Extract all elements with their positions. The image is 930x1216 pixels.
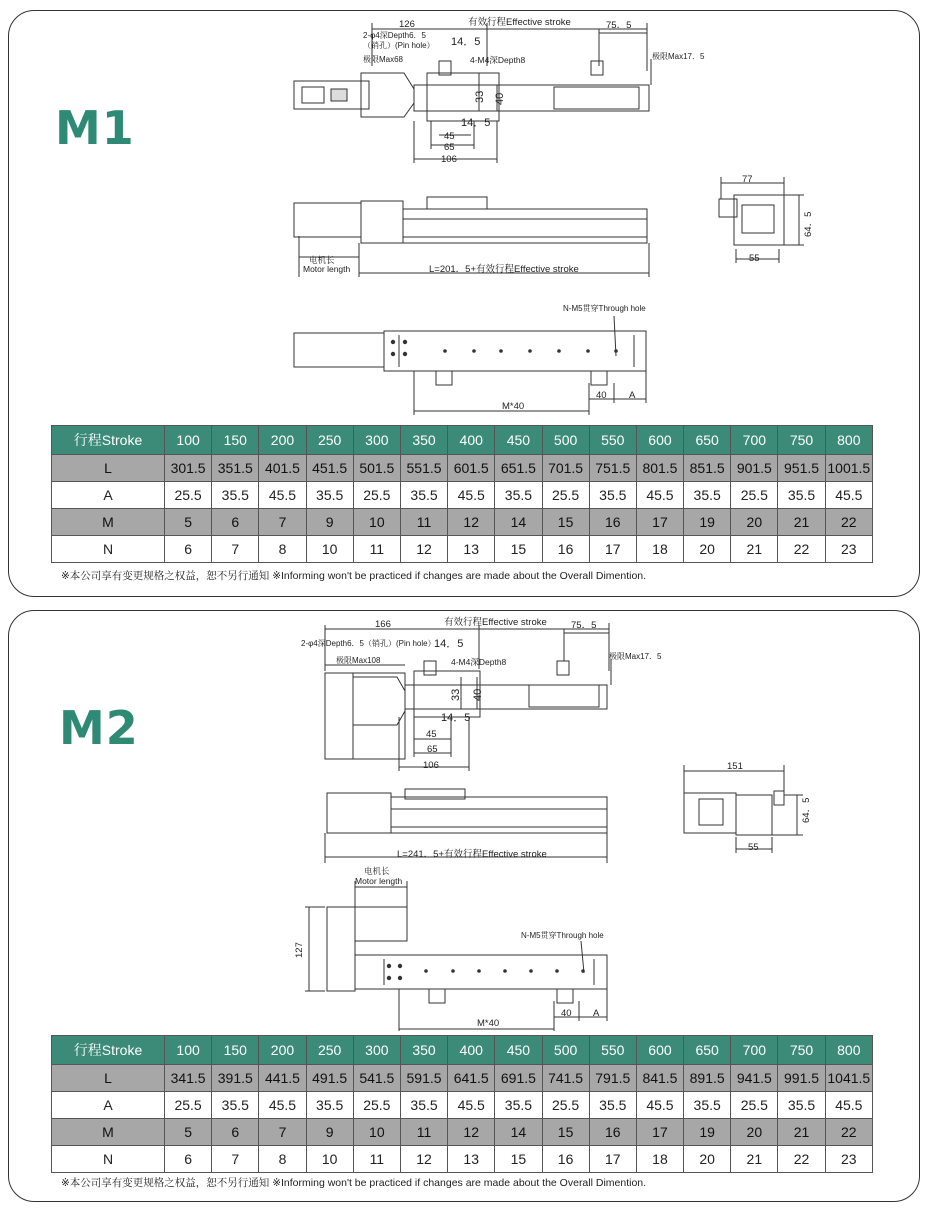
- table-cell: 16: [589, 1119, 636, 1146]
- table-cell: 35.5: [778, 482, 825, 509]
- table-cell: 12: [448, 1119, 495, 1146]
- m1-motor-front: [294, 203, 361, 237]
- m2-pin-hole: 2-φ4深Depth6．5（销孔）(Pin hole）: [301, 639, 436, 648]
- table-cell: 35.5: [589, 1092, 636, 1119]
- table-cell: 35.5: [684, 1092, 731, 1119]
- table-cell: 35.5: [400, 1092, 447, 1119]
- row-label: M: [52, 509, 165, 536]
- table-row: [52, 536, 873, 563]
- m2-m4-thread: 4-M4深Depth8: [451, 657, 507, 667]
- table-cell: 21: [731, 536, 778, 563]
- header-cell: 750: [778, 1036, 825, 1065]
- m2-dim-a: A: [593, 1008, 600, 1019]
- table-cell: 10: [306, 1146, 353, 1173]
- table-header-row: [52, 426, 873, 455]
- table-cell: 45.5: [636, 482, 683, 509]
- m1-motor-end: [302, 87, 324, 103]
- m1-through-hole: N-M5贯穿Through hole: [563, 304, 646, 313]
- table-cell: 45.5: [448, 482, 495, 509]
- m1-limit-left: 极限Max68: [363, 55, 404, 64]
- table-cell: 14: [495, 509, 542, 536]
- m2-dim-64-5: 64．5: [801, 797, 812, 823]
- m1-dim-33: 33: [474, 90, 486, 103]
- table-cell: 7: [212, 1146, 259, 1173]
- header-cell: 450: [495, 426, 542, 455]
- m1-dim-m40: M*40: [502, 401, 525, 412]
- header-cell: 700: [731, 1036, 778, 1065]
- table-cell: 791.5: [589, 1065, 636, 1092]
- m2-dim-40: 40: [472, 688, 484, 701]
- m1-dim-40: 40: [494, 92, 506, 105]
- table-cell: 301.5: [165, 455, 212, 482]
- header-cell: 150: [212, 1036, 259, 1065]
- table-cell: 35.5: [212, 1092, 259, 1119]
- table-cell: 35.5: [684, 482, 731, 509]
- m2-dim-75-5: 75．5: [571, 620, 597, 631]
- table-cell: 591.5: [400, 1065, 447, 1092]
- table-cell: 901.5: [731, 455, 778, 482]
- m2-dim-14-5-bottom: 14．5: [441, 712, 471, 724]
- table-cell: 641.5: [448, 1065, 495, 1092]
- table-cell: 11: [400, 509, 447, 536]
- table-cell: 20: [731, 509, 778, 536]
- table-cell: 35.5: [212, 482, 259, 509]
- table-cell: 6: [212, 1119, 259, 1146]
- table-cell: 8: [259, 1146, 306, 1173]
- m1-dim-a: A: [629, 390, 636, 401]
- m2-spec-table: [51, 1035, 873, 1173]
- table-cell: 17: [589, 1146, 636, 1173]
- header-cell: 200: [259, 1036, 306, 1065]
- table-cell: 17: [636, 1119, 683, 1146]
- table-cell: 541.5: [353, 1065, 400, 1092]
- table-cell: 5: [165, 1119, 212, 1146]
- m2-dim-14-5-top: 14．5: [434, 638, 464, 650]
- row-label: M: [52, 1119, 165, 1146]
- header-cell: 600: [636, 426, 683, 455]
- m2-dim-166: 166: [375, 619, 391, 630]
- m2-rail-top: [405, 685, 607, 709]
- table-cell: 16: [542, 1146, 589, 1173]
- m2-limit-left: 极限Max108: [336, 656, 381, 665]
- m1-motor-length-en: Motor length: [303, 264, 351, 274]
- table-cell: 11: [353, 536, 400, 563]
- header-cell: 700: [731, 426, 778, 455]
- table-cell: 11: [400, 1119, 447, 1146]
- header-cell: 300: [353, 1036, 400, 1065]
- table-cell: 16: [542, 536, 589, 563]
- m2-dim-45: 45: [426, 729, 437, 740]
- panel-m1: [8, 10, 920, 597]
- table-cell: 20: [731, 1119, 778, 1146]
- table-cell: 35.5: [778, 1092, 825, 1119]
- table-cell: 401.5: [259, 455, 306, 482]
- header-cell: 550: [589, 426, 636, 455]
- table-cell: 21: [778, 509, 825, 536]
- table-cell: 11: [353, 1146, 400, 1173]
- header-cell: 300: [353, 426, 400, 455]
- table-cell: 45.5: [259, 482, 306, 509]
- model-title: M1: [55, 101, 135, 155]
- m2-dim-151: 151: [727, 761, 743, 772]
- table-cell: 23: [825, 536, 872, 563]
- m1-dim-65: 65: [444, 142, 455, 153]
- table-cell: 35.5: [495, 1092, 542, 1119]
- table-cell: 35.5: [495, 482, 542, 509]
- table-cell: 12: [448, 509, 495, 536]
- m2-motor-top: [325, 673, 353, 759]
- table-row: [52, 1092, 873, 1119]
- table-row: [52, 455, 873, 482]
- row-label: N: [52, 536, 165, 563]
- m2-effective-stroke: 有效行程Effective stroke: [444, 617, 547, 628]
- m1-effective-stroke: 有效行程Effective stroke: [468, 17, 571, 28]
- header-cell: 800: [825, 426, 872, 455]
- table-cell: 25.5: [353, 482, 400, 509]
- table-cell: 16: [589, 509, 636, 536]
- table-cell: 441.5: [259, 1065, 306, 1092]
- table-cell: 7: [212, 536, 259, 563]
- m2-length-formula: L=241．5+有效行程Effective stroke: [397, 849, 547, 860]
- table-cell: 45.5: [448, 1092, 495, 1119]
- header-cell: 350: [400, 426, 447, 455]
- table-cell: 801.5: [636, 455, 683, 482]
- header-cell: 100: [165, 1036, 212, 1065]
- table-header-row: [52, 1036, 873, 1065]
- table-cell: 22: [825, 509, 872, 536]
- header-cell: 100: [165, 426, 212, 455]
- table-row: [52, 482, 873, 509]
- header-cell: 250: [306, 426, 353, 455]
- m2-rail-bottom: [355, 955, 607, 989]
- disclaimer-note: ※本公司享有变更规格之权益，恕不另行通知 ※Informing won't be practiced if changes are made about the Overall Dimention.: [61, 570, 647, 582]
- table-cell: 1001.5: [825, 455, 872, 482]
- table-cell: 25.5: [353, 1092, 400, 1119]
- table-cell: 25.5: [542, 482, 589, 509]
- table-cell: 5: [165, 509, 212, 536]
- table-cell: 15: [495, 536, 542, 563]
- m1-length-formula: L=201．5+有效行程Effective stroke: [429, 264, 579, 275]
- header-cell: 650: [684, 1036, 731, 1065]
- table-cell: 12: [400, 1146, 447, 1173]
- header-cell: 400: [448, 426, 495, 455]
- table-cell: 891.5: [684, 1065, 731, 1092]
- m1-dim-106: 106: [441, 154, 457, 165]
- header-cell: 600: [636, 1036, 683, 1065]
- header-cell: 200: [259, 426, 306, 455]
- m1-dim-40b: 40: [596, 390, 607, 401]
- table-cell: 841.5: [636, 1065, 683, 1092]
- table-cell: 15: [542, 509, 589, 536]
- table-cell: 13: [448, 1146, 495, 1173]
- table-cell: 22: [825, 1119, 872, 1146]
- table-cell: 25.5: [165, 1092, 212, 1119]
- table-cell: 25.5: [542, 1092, 589, 1119]
- table-cell: 941.5: [731, 1065, 778, 1092]
- header-cell: 150: [212, 426, 259, 455]
- m2-dim-65: 65: [427, 744, 438, 755]
- m2-motor-front: [327, 793, 391, 833]
- table-cell: 12: [400, 536, 447, 563]
- table-cell: 18: [636, 536, 683, 563]
- panel-m2: [8, 610, 920, 1202]
- table-cell: 18: [636, 1146, 683, 1173]
- m1-rail-bottom: [384, 331, 646, 371]
- m1-motor-length-cn: 电机长: [309, 255, 335, 265]
- table-cell: 951.5: [778, 455, 825, 482]
- m1-pin-hole-2: （销孔）(Pin hole）: [363, 41, 435, 50]
- table-cell: 35.5: [400, 482, 447, 509]
- table-cell: 14: [495, 1119, 542, 1146]
- table-cell: 45.5: [259, 1092, 306, 1119]
- table-cell: 491.5: [306, 1065, 353, 1092]
- table-cell: 10: [353, 509, 400, 536]
- table-cell: 7: [259, 509, 306, 536]
- m1-motor-bottom: [294, 333, 384, 367]
- table-cell: 20: [684, 1146, 731, 1173]
- table-cell: 1041.5: [825, 1065, 872, 1092]
- table-cell: 45.5: [825, 482, 872, 509]
- m1-dim-77: 77: [742, 174, 753, 185]
- table-cell: 6: [212, 509, 259, 536]
- table-cell: 25.5: [731, 482, 778, 509]
- m1-dim-14-5-top: 14．5: [451, 36, 481, 48]
- m2-slider-top: [414, 671, 480, 717]
- table-cell: 6: [165, 1146, 212, 1173]
- table-cell: 21: [731, 1146, 778, 1173]
- table-cell: 19: [684, 509, 731, 536]
- table-cell: 651.5: [495, 455, 542, 482]
- table-cell: 751.5: [589, 455, 636, 482]
- table-cell: 45.5: [636, 1092, 683, 1119]
- table-cell: 501.5: [353, 455, 400, 482]
- m1-m4-thread: 4-M4深Depth8: [470, 55, 526, 65]
- m2-dim-40b: 40: [561, 1008, 572, 1019]
- m2-through-hole: N-M5贯穿Through hole: [521, 931, 604, 940]
- m2-dim-m40: M*40: [477, 1018, 500, 1029]
- table-cell: 351.5: [212, 455, 259, 482]
- m2-technical-drawing: [9, 611, 919, 1031]
- m1-limit-right: 极限Max17．5: [652, 52, 705, 61]
- m1-rail-front: [403, 209, 647, 243]
- m2-motor-bottom: [327, 907, 355, 991]
- table-cell: 341.5: [165, 1065, 212, 1092]
- table-cell: 17: [589, 536, 636, 563]
- m1-spec-table: [51, 425, 873, 563]
- table-cell: 6: [165, 536, 212, 563]
- table-cell: 851.5: [684, 455, 731, 482]
- m1-dim-126: 126: [399, 19, 415, 30]
- m2-motor-length-en: Motor length: [355, 876, 403, 886]
- table-cell: 601.5: [448, 455, 495, 482]
- header-cell: 750: [778, 426, 825, 455]
- table-cell: 20: [684, 536, 731, 563]
- header-cell: 行程Stroke: [52, 1036, 165, 1065]
- m1-pin-hole-1: 2-φ4深Depth6．5: [363, 31, 426, 40]
- m1-dim-75-5: 75．5: [606, 20, 632, 31]
- m2-dim-106: 106: [423, 760, 439, 771]
- table-cell: 17: [636, 509, 683, 536]
- table-cell: 9: [306, 509, 353, 536]
- m1-rail-top: [414, 85, 649, 111]
- model-title: M2: [59, 701, 139, 755]
- header-cell: 400: [448, 1036, 495, 1065]
- table-cell: 9: [306, 1119, 353, 1146]
- m2-coupler: [353, 677, 405, 725]
- table-cell: 35.5: [589, 482, 636, 509]
- table-cell: 23: [825, 1146, 872, 1173]
- table-cell: 391.5: [212, 1065, 259, 1092]
- table-cell: 691.5: [495, 1065, 542, 1092]
- m1-slider-top: [427, 73, 499, 121]
- header-cell: 行程Stroke: [52, 426, 165, 455]
- m1-dim-14-5-bottom: 14．5: [461, 117, 491, 129]
- table-cell: 35.5: [306, 482, 353, 509]
- m2-dim-127: 127: [294, 942, 305, 958]
- table-cell: 451.5: [306, 455, 353, 482]
- m1-dim-55: 55: [749, 253, 760, 264]
- table-cell: 741.5: [542, 1065, 589, 1092]
- table-row: [52, 1119, 873, 1146]
- table-cell: 21: [778, 1119, 825, 1146]
- table-cell: 35.5: [306, 1092, 353, 1119]
- table-row: [52, 1146, 873, 1173]
- row-label: A: [52, 1092, 165, 1119]
- m2-motor-length-cn: 电机长: [364, 866, 390, 876]
- m1-technical-drawing: [9, 11, 919, 431]
- table-cell: 45.5: [825, 1092, 872, 1119]
- m1-dim-64-5: 64．5: [803, 211, 814, 237]
- table-cell: 19: [684, 1119, 731, 1146]
- disclaimer-note: ※本公司享有变更规格之权益，恕不另行通知 ※Informing won't be practiced if changes are made about the Overall Dimention.: [61, 1177, 647, 1189]
- row-label: L: [52, 455, 165, 482]
- header-cell: 800: [825, 1036, 872, 1065]
- row-label: N: [52, 1146, 165, 1173]
- table-row: [52, 1065, 873, 1092]
- m2-dim-33: 33: [450, 688, 462, 701]
- header-cell: 500: [542, 1036, 589, 1065]
- table-cell: 8: [259, 536, 306, 563]
- header-cell: 350: [400, 1036, 447, 1065]
- m2-limit-right: 极限Max17．5: [609, 652, 662, 661]
- table-cell: 15: [542, 1119, 589, 1146]
- table-cell: 10: [353, 1119, 400, 1146]
- header-cell: 450: [495, 1036, 542, 1065]
- table-cell: 25.5: [165, 482, 212, 509]
- m2-rail-front: [391, 797, 607, 833]
- header-cell: 250: [306, 1036, 353, 1065]
- row-label: L: [52, 1065, 165, 1092]
- m1-dim-45: 45: [444, 131, 455, 142]
- table-cell: 991.5: [778, 1065, 825, 1092]
- table-cell: 701.5: [542, 455, 589, 482]
- header-cell: 550: [589, 1036, 636, 1065]
- table-cell: 551.5: [400, 455, 447, 482]
- table-cell: 15: [495, 1146, 542, 1173]
- m2-dim-55: 55: [748, 842, 759, 853]
- header-cell: 650: [684, 426, 731, 455]
- table-cell: 13: [448, 536, 495, 563]
- table-row: [52, 509, 873, 536]
- table-cell: 10: [306, 536, 353, 563]
- table-cell: 22: [778, 536, 825, 563]
- table-cell: 22: [778, 1146, 825, 1173]
- table-cell: 25.5: [731, 1092, 778, 1119]
- row-label: A: [52, 482, 165, 509]
- header-cell: 500: [542, 426, 589, 455]
- table-cell: 7: [259, 1119, 306, 1146]
